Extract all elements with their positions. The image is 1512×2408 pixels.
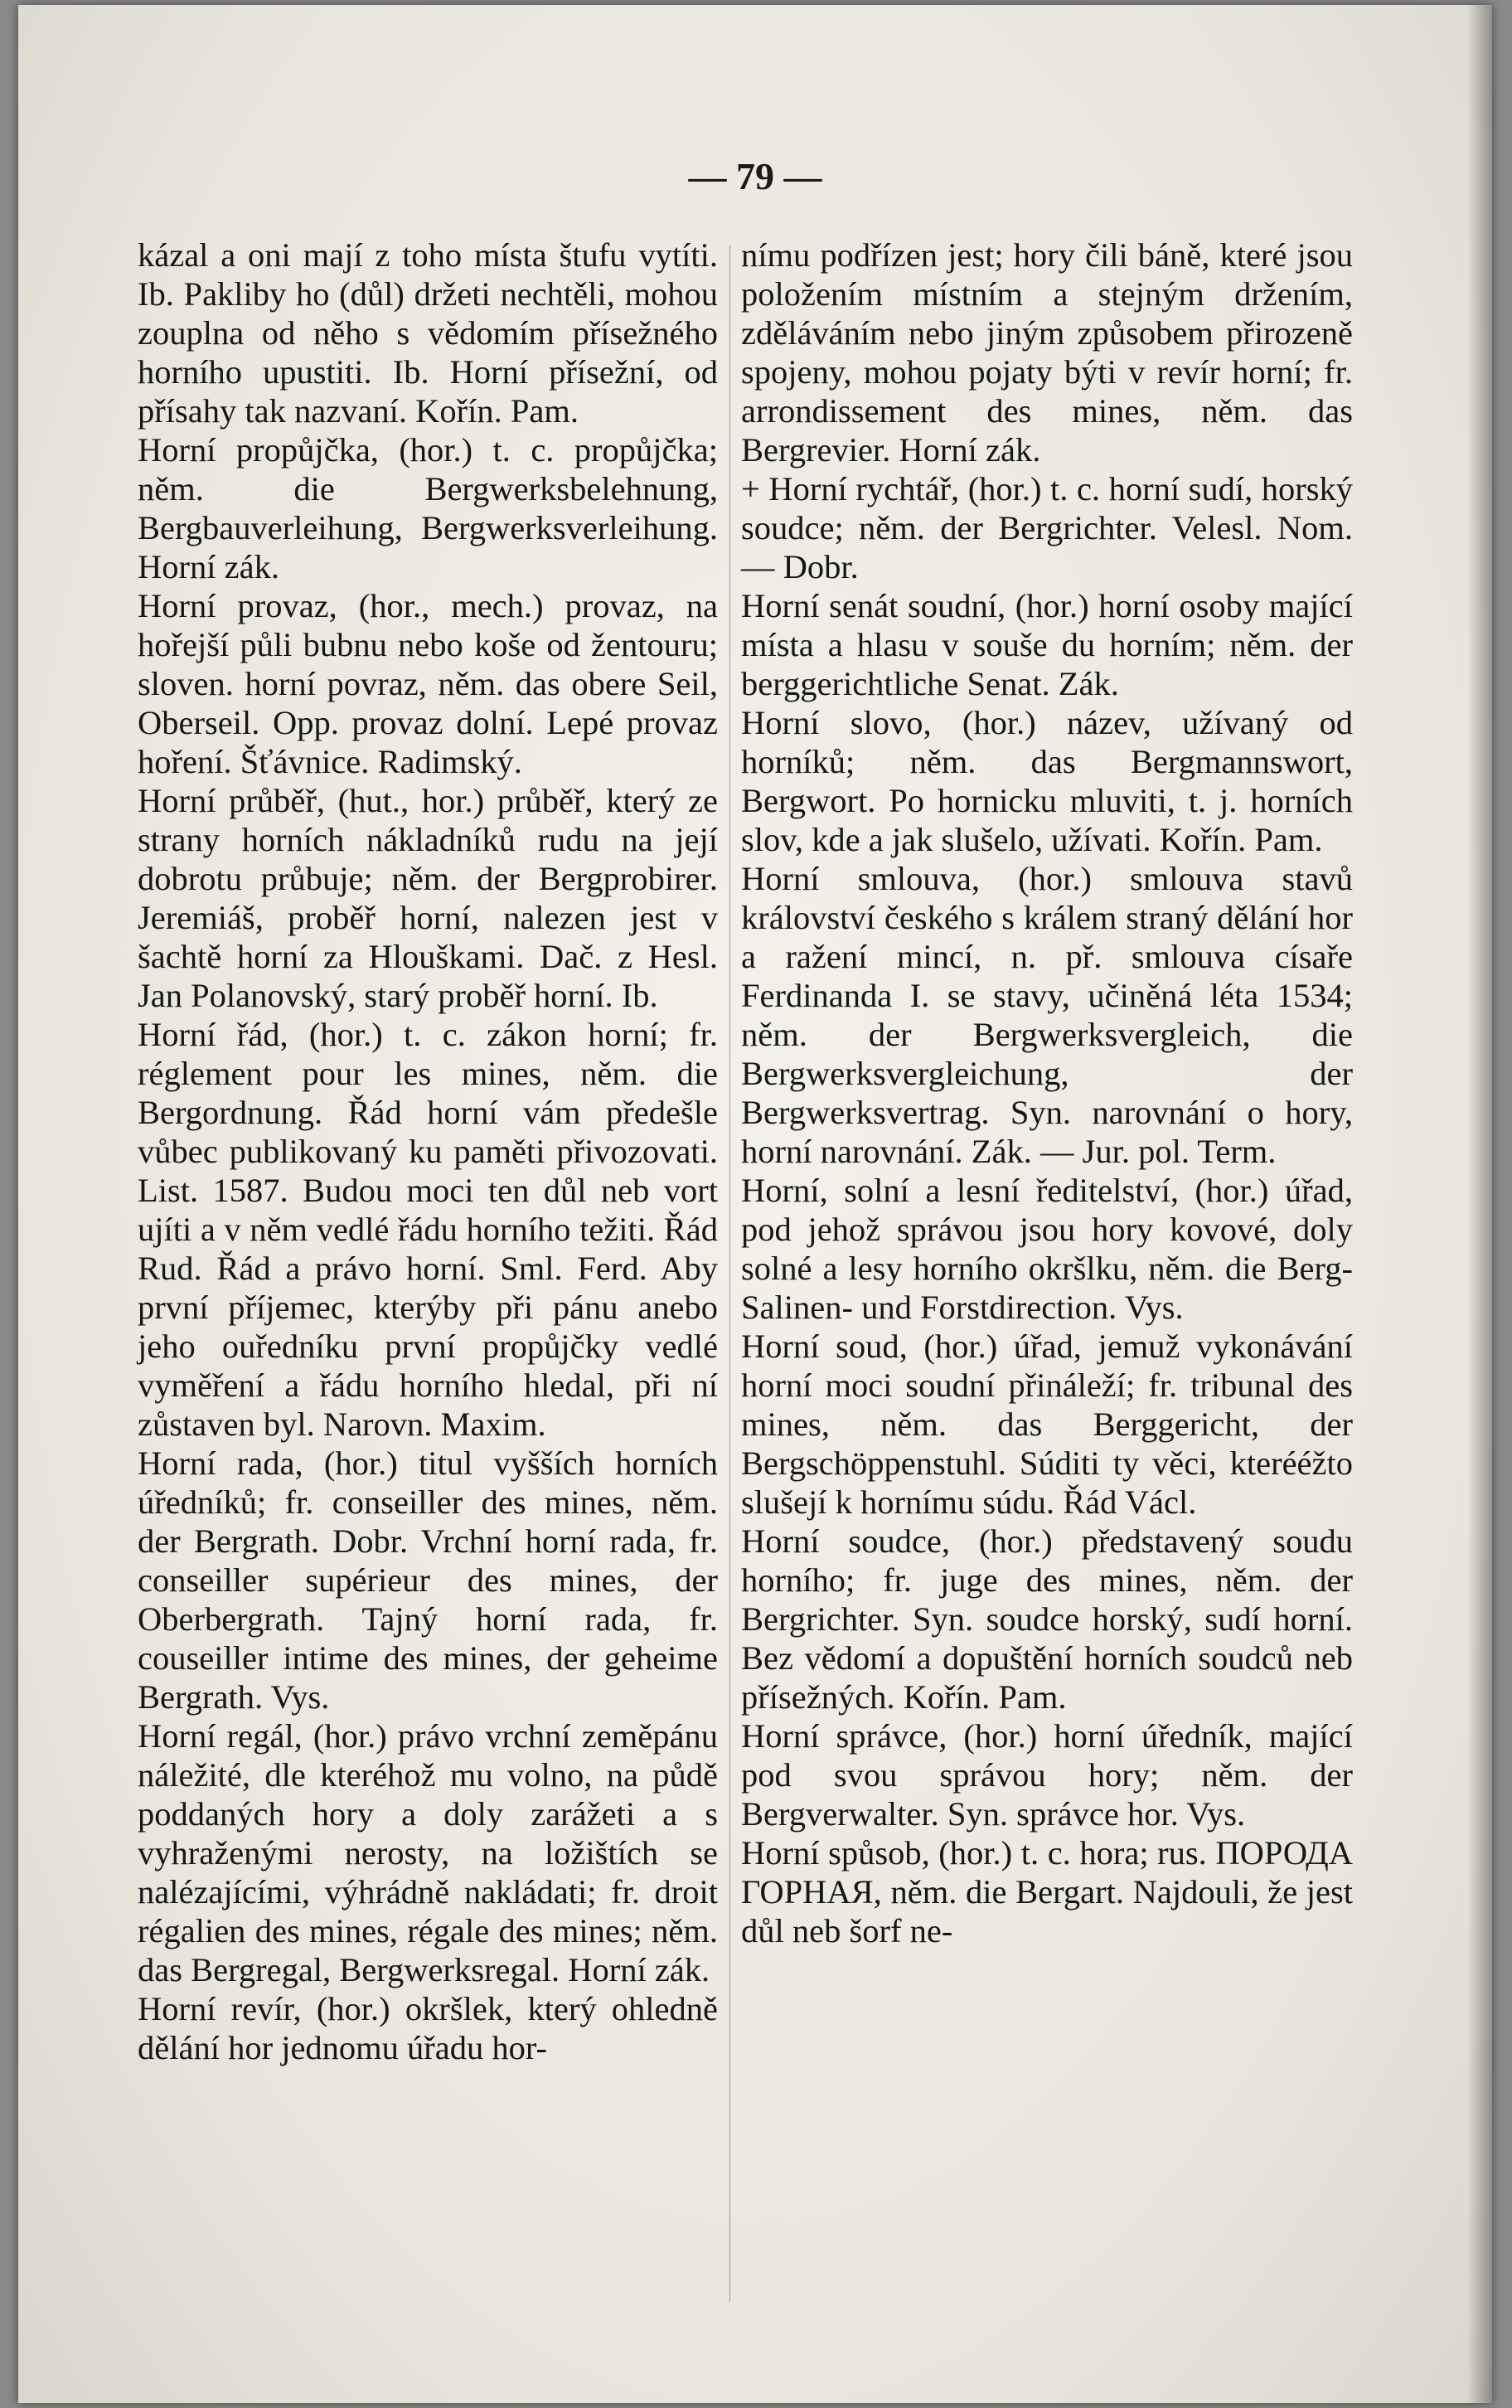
right-column — [741, 235, 1353, 1950]
entry-paragraph: kázal a oni mají z toho místa štufu vytíti. Ib. Pakliby ho (důl) držeti nechtěli, mohou zouplna od něho s vědomím přísežného horního upustiti. Ib. Horní přísežní, od přísahy tak nazvaní. Kořín. Pam. — [138, 236, 718, 430]
entry-paragraph: Horní smlouva, (hor.) smlouva stavů království českého s králem straný dělání hor a ražení mincí, n. př. smlouva císaře Ferdinanda I. se stavy, učiněná léta 1534; něm. der Bergwerksvergleich, die Bergwerksvergleichung, der Bergwerksvertrag. Syn. narovnání o hory, horní narovnání. Zák. — Jur. pol. Term. — [741, 860, 1353, 1170]
entry-paragraph: Horní správce, (hor.) horní úředník, mající pod svou správou hory; něm. der Bergverwalter. Syn. správce hor. Vys. — [741, 1717, 1353, 1833]
entry-paragraph: Horní průběř, (hut., hor.) průběř, který ze strany horních nákladníků rudu na její dobrotu průbuje; něm. der Bergprobirer. Jeremiáš, proběř horní, nalezen jest v šachtě horní za Hlouškami. Dač. z Hesl. Jan Polanovský, starý proběř horní. Ib. — [138, 782, 718, 1014]
left-column — [138, 235, 718, 2067]
entry-paragraph: + Horní rychtář, (hor.) t. c. horní sudí, horský soudce; něm. der Bergrichter. Velesl. Nom. — Dobr. — [741, 470, 1353, 585]
entry-paragraph: Horní provaz, (hor., mech.) provaz, na hořejší půli bubnu nebo koše od žentouru; sloven. horní povraz, něm. das obere Seil, Oberseil. Opp. provaz dolní. Lepé provaz hoření. Šťávnice. Radimský. — [138, 587, 718, 780]
column-divider — [729, 245, 730, 2302]
entry-paragraph: Horní spůsob, (hor.) t. c. hora; rus. ПОРОДА ГОРНАЯ, něm. die Bergart. Najdouli, že jest důl neb šorf ne- — [741, 1834, 1353, 1949]
page-number: — 79 — — [688, 155, 822, 197]
entry-paragraph: Horní řád, (hor.) t. c. zákon horní; fr. réglement pour les mines, něm. die Bergordnung. Řád horní vám předešle vůbec publikovaný ku paměti přivozovati. List. 1587. Budou moci ten důl neb vort ujíti a v něm vedlé řádu horního težiti. Řád Rud. Řád a právo horní. Sml. Ferd. Aby první příjemec, kterýby při pánu anebo jeho ouředníku první propůjčky vedlé vyměření a řádu horního hledal, při ní zůstaven byl. Narovn. Maxim. — [138, 1016, 718, 1443]
entry-paragraph: Horní, solní a lesní ředitelství, (hor.) úřad, pod jehož správou jsou hory kovové, doly solné a lesy horního okršlku, něm. die Berg-Salinen- und Forstdirection. Vys. — [741, 1172, 1353, 1326]
entry-paragraph: Horní slovo, (hor.) název, užívaný od horníků; něm. das Bergmannswort, Bergwort. Po hornicku mluviti, t. j. horních slov, kde a jak slušelo, užívati. Kořín. Pam. — [741, 704, 1353, 858]
entry-paragraph: Horní propůjčka, (hor.) t. c. propůjčka; něm. die Bergwerksbelehnung, Bergbauverleihung, Bergwerksverleihung. Horní zák. — [138, 431, 718, 585]
entry-paragraph: Horní rada, (hor.) titul vyšších horních úředníků; fr. conseiller des mines, něm. der Bergrath. Dobr. Vrchní horní rada, fr. conseiller supérieur des mines, der Oberbergrath. Tajný horní rada, fr. couseiller intime des mines, der geheime Bergrath. Vys. — [138, 1444, 718, 1716]
scanned-page — [18, 5, 1492, 2403]
entry-paragraph: Horní soudce, (hor.) představený soudu horního; fr. juge des mines, něm. der Bergrichter. Syn. soudce horský, sudí horní. Bez vědomí a dopuštění horních soudců neb přísežných. Kořín. Pam. — [741, 1522, 1353, 1716]
page-shadow — [1467, 5, 1492, 2403]
entry-paragraph: nímu podřízen jest; hory čili báně, které jsou položením místním a stejným držením, zděláváním nebo jiným způsobem přirozeně spojeny, mohou pojaty býti v revír horní; fr. arrondissement des mines, něm. das Bergrevier. Horní zák. — [741, 236, 1353, 468]
entry-paragraph: Horní revír, (hor.) okršlek, který ohledně dělání hor jednomu úřadu hor- — [138, 1990, 718, 2066]
entry-paragraph: Horní senát soudní, (hor.) horní osoby mající místa a hlasu v souše du horním; něm. der berggerichtliche Senat. Zák. — [741, 587, 1353, 702]
entry-paragraph: Horní soud, (hor.) úřad, jemuž vykonávání horní moci soudní přináleží; fr. tribunal des mines, něm. das Berggericht, der Bergschöppenstuhl. Súditi ty věci, kterééžto slušejí k hornímu súdu. Řád Václ. — [741, 1328, 1353, 1521]
entry-paragraph: Horní regál, (hor.) právo vrchní zeměpánu náležité, dle kteréhož mu volno, na půdě poddaných hory a doly zarážeti a s vyhraženými nerosty, na ložištích se nalézajícími, výhrádně nakládati; fr. droit régalien des mines, régale des mines; něm. das Bergregal, Bergwerksregal. Horní zák. — [138, 1717, 718, 1988]
